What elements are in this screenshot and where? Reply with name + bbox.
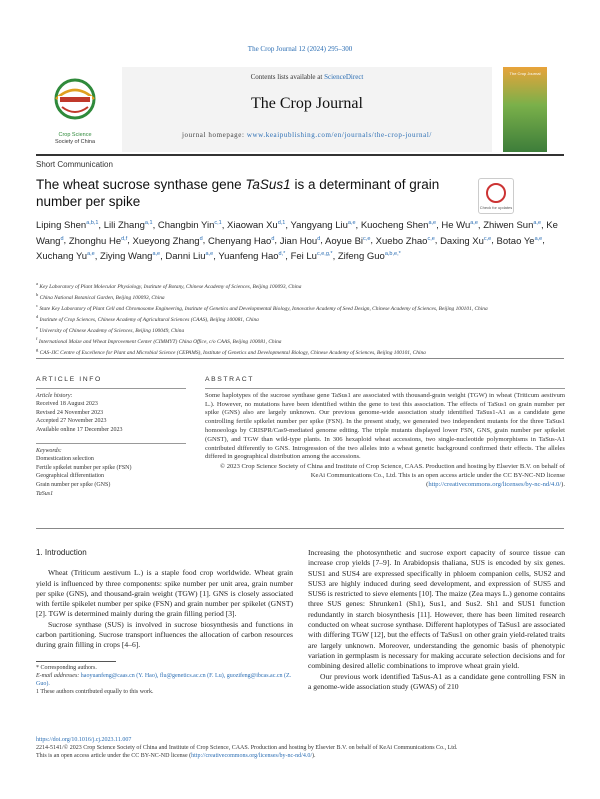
abstract-heading: ABSTRACT [205,376,255,383]
check-updates-label: Check for updates [479,205,513,210]
author-affiliation-marker[interactable]: a,e [470,220,478,226]
homepage-link[interactable]: www.keaipublishing.com/en/journals/the-crop-journal/ [246,131,432,139]
keyword-item: TaSus1 [36,490,54,497]
affiliation-text: University of Chinese Academy of Sciences, Beijing 100049, China [39,327,185,334]
author-affiliation-marker[interactable]: d [271,235,275,242]
author-name: Xueyong Zhang [132,235,200,247]
paragraph: Wheat (Triticum aestivum L.) is a staple food crop worldwide. Wheat grain yield is influenced by three components: spike number per unit area, grain number per spike (GNS), and thousand-grain weight (TGW) [1]. GNS is closely associated with fertile spikelet number per spike (FSN) and grain number per spikelet (GNST) [2]. TGW is determined mainly during the grain filling period [3]. [36,568,293,619]
author-name: Yuanfeng Hao [218,250,279,262]
author[interactable] [100,251,160,262]
affiliation [36,324,564,335]
article-info-heading: ARTICLE INFO [36,376,102,383]
author-name: Lili Zhang [103,220,145,232]
equal-contribution-note: 1 These authors contributed equally to this work. [36,689,154,695]
author[interactable] [338,251,401,262]
author[interactable] [208,236,274,247]
footer-license-link[interactable]: http://creativecommons.org/licenses/by-nc-nd/4.0/ [191,752,312,759]
author[interactable] [104,220,153,231]
body-right-column [308,548,565,692]
section-type: Short Communication [36,160,113,169]
author-name: Liping Shen [36,220,87,232]
page-footer [36,737,564,760]
affiliation [36,313,564,324]
journal-homepage [122,131,492,139]
footer-license-prefix: This is an open access article under the CC BY-NC-ND license ( [36,752,192,759]
article-info [36,376,186,498]
section-heading: 1. Introduction [36,548,87,557]
keyword-item: Grain number per spike (GNS) [36,481,111,488]
footer-license [36,753,564,761]
author-affiliation-marker[interactable]: a,e [87,250,95,257]
author-name: Ke Wang [36,220,558,247]
paragraph: Increasing the photosynthetic and sucrose export capacity of source tissue can increase crop yields [7–9]. In Arabidopsis thaliana, SUS is encoded by six genes. SUS1 and SUS4 are expressed specifically in phloem companion cells, SUS2 and SUS3 are highly induced during seed development, and expression of SUS5 and SUS6 is restricted to sieve elements [10]. The maize (Zea mays L.) genome contains three SUS genes: Shrunken1 (Sh1), Sus1, and Sus2. Sh1 and SUS1 function redundantly in starch biosynthesis [11]. However, there has been limited research conducted on wheat sucrose synthase. Different haplotypes of TaSus1 are associated with differing TGW [12], but the effects of TaSus1 on other grain yield-related traits are largely unknown. Moreover, understanding the genomic basis of phenotypic variation in germplasm is necessary for making accurate selection decisions and for combining desired allelic combinations to improve wheat grain yield. [308,548,565,671]
affiliation-marker: g [36,347,39,352]
affiliation [36,335,564,346]
author-affiliation-marker[interactable]: d [199,235,203,242]
author[interactable] [133,236,203,247]
footnote-rule [36,661,116,662]
info-rule [36,388,186,389]
author[interactable] [325,236,370,247]
cover-title: The Crop Journal [509,71,541,76]
author-name: Kuocheng Shen [360,220,429,232]
author-affiliation-marker[interactable]: a,1 [144,220,153,226]
author-name: Daxing Xu [440,235,484,247]
paragraph: Our previous work identified TaSus-A1 as a candidate gene controlling FSN in a genome-wide association study (GWAS) of 210 [308,671,565,691]
author-name: Changbin Yin [157,220,215,232]
article-title [36,176,456,210]
author-name: Chenyang Hao [207,235,272,247]
author[interactable] [497,236,543,247]
author-affiliation-marker[interactable]: c,e [483,235,492,242]
society-name-line1: Crop Science [58,132,92,138]
author-affiliation-marker[interactable]: d [60,235,64,242]
footer-copyright: 2214-5141/© 2023 Crop Science Society of China and Institute of Crop Science, CAAS. Production and hosting by Elsevier B.V. on behalf of KeAi Communications Co., Ltd. [36,744,458,751]
author-name: Xuebo Zhao [375,235,428,247]
author-name: Xuchang Yu [36,250,88,262]
affiliation-marker: b [36,292,39,297]
footer-license-suffix: ). [312,752,316,759]
affiliation-text: Key Laboratory of Plant Molecular Physiology, Institute of Botany, Chinese Academy of Sciences, Beijing 100093, China [39,283,302,290]
email-label: E-mail addresses: [36,673,81,679]
affiliation-marker: e [36,325,38,330]
author-affiliation-marker[interactable]: a,e [428,220,437,226]
affiliation-text: International Maize and Wheat Improvement Center (CIMMYT) China Office, c/o CAAS, Beijing 100081, China [38,338,282,345]
keyword-item: Domestication selection [36,456,94,463]
author-affiliation-marker[interactable]: a,e [347,220,356,226]
author-name: Xiaowan Xu [227,220,278,232]
affiliation-divider [36,358,564,359]
keyword-item: Fertile spikelet number per spike (FSN) [36,464,132,471]
author-name: Jian Hou [279,235,318,247]
affiliation-marker: f [36,336,38,341]
author-name: Aoyue Bi [325,235,364,247]
society-name-line2: Society of China [54,138,96,145]
affiliation-marker: d [36,314,39,319]
email-note [36,672,293,688]
title-part2: is a determinant of grain number per spike [36,177,440,209]
author-name: Botao Ye [496,235,535,247]
author-name: Fei Lu [290,250,317,262]
keyword-item: Geographical differentiation [36,473,105,480]
author[interactable] [69,236,127,247]
paragraph: Sucrose synthase (SUS) is involved in sucrose biosynthesis and functions in carbon partitioning. Sucrose transport influences the allocation of carbon resources during grain filling in crops [4–6]. [36,619,293,650]
author-affiliation-marker[interactable]: c,e [363,235,371,242]
author-list: Liping Shen$^{a,b,1}$, Lili Zhang$^{a,1}$, Changbin Yin$^{c,1}$, Xiaowan Xu$^{d,1}$, Yangyang Liu$^{a,e}$, Kuocheng Shen$^{a,e}$, He Wu$^{a,e}$, Zhiwen Sun$^{a,e}$, Ke Wang$^d$, Zhonghu He$^{d,f}$, Xueyong Zhang$^d$, Chenyang Hao$^d$, Jian Hou$^d$, Aoyue Bi$^{c,e}$, Xuebo Zhao$^{c,e}$, Daxing Xu$^{c,e}$, Botao Ye$^{a,e}$, Xuchang Yu$^{a,e}$, Ziying Wang$^{a,e}$, Danni Liu$^{a,e}$, Yuanfeng Hao$^{d,*}$, Fei $Lu^{c,e,g,*}$, Zifeng Guo$^{a,b,e,*}$ [36,220,558,262]
author-affiliation-marker[interactable]: a,e [534,235,543,242]
author-name: He Wu [441,220,471,232]
author-affiliation-marker[interactable]: d,f [121,235,128,242]
sciencedirect-link[interactable]: ScienceDirect [324,73,364,81]
check-updates-button[interactable] [478,178,514,214]
author[interactable] [218,251,285,262]
author[interactable] [36,220,98,231]
author-name: Zhonghu He [68,235,122,247]
affiliation-text: China National Botanical Garden, Beijing 100093, China [39,294,165,301]
author-affiliation-marker[interactable]: d,1 [277,220,286,226]
author[interactable] [290,220,355,231]
affiliation-text: State Key Laboratory of Plant Cell and Chromosome Engineering, Institute of Genetics and Developmental Biology, Innovative Academy of Seed Design, Chinese Academy of Sciences, Beijing 100101, China [39,305,488,312]
journal-cover[interactable] [503,67,547,152]
author-name: Zhiwen Sun [483,220,534,232]
homepage-prefix: journal homepage: [182,131,247,139]
footnotes [36,664,293,696]
affiliation [36,280,564,291]
contents-prefix: Contents lists available at [250,73,325,81]
author-affiliation-marker[interactable]: c,e,g,* [316,250,333,257]
keywords-label: Keywords: [36,447,62,454]
author[interactable] [441,220,478,231]
email-links[interactable]: haoyuanfeng@caas.cn (Y. Hao), flu@genetics.ac.cn (F. Lu), guozifeng@ibcas.ac.cn (Z. Guo). [36,673,292,687]
author-name: Danni Liu [165,250,206,262]
abstract [205,376,565,490]
author-affiliation-marker[interactable]: c,1 [214,220,222,226]
society-logo-icon [44,77,106,125]
title-part1: The wheat sucrose synthase gene [36,177,246,192]
abstract-rule [205,388,565,389]
author-affiliation-marker[interactable]: a,e [533,220,542,226]
author[interactable] [280,236,321,247]
author[interactable] [376,236,435,247]
affiliation-list [36,280,564,357]
history-item: Received 18 August 2023 [36,401,98,408]
author-name: Zifeng Guo [337,250,385,262]
author[interactable] [291,251,333,262]
author[interactable] [165,251,213,262]
contents-line [122,73,492,81]
author-affiliation-marker[interactable]: a,b,1 [86,220,99,226]
header-divider [36,154,564,156]
abstract-text: Some haplotypes of the sucrose synthase gene TaSus1 are associated with thousand-grain weight (TGW) in wheat (Triticum aestivum L.). However, no mutations have been identified within the gene to test this association. The effects of TaSus1 on grain number per spike (GNS) also are largely unknown. Our previous genome-wide association study identified TaSus1-A1 as a candidate gene controlling fertile spikelet number per spike (FSN). In the present study, we generated two independent mutants for the three TaSus1 homoeologs by CRISPR/Cas9-mediated genome editing. The triple mutants displayed lower FSN, GNS, grain number per spikelet (GNST), and TGW than wild-type plants. In 306 hexaploid wheat accessions, two single-nucleotide polymorphisms in TaSus-A1 contributed differently to GNS. Introgression of the two alleles into a wheat genetic background confirmed their effects. The alleles differed in geographical distribution among the accessions. [205,391,565,461]
license-link[interactable]: http://creativecommons.org/licenses/by-nc-nd/4.0/ [428,480,562,488]
affiliation [36,346,564,357]
history-item: Available online 17 December 2023 [36,426,123,433]
author-affiliation-marker[interactable]: c,e [427,235,435,242]
author[interactable] [36,251,95,262]
doi-link[interactable]: https://doi.org/10.1016/j.cj.2023.11.007 [36,737,132,743]
affiliation [36,302,564,313]
journal-reference[interactable]: The Crop Journal 12 (2024) 295–300 [247,45,353,53]
affiliation-text: CAS-JIC Centre of Excellence for Plant and Microbial Science (CEPAMS), Institute of Genetics and Developmental Biology, Chinese Academy of Sciences, Beijing 100101, China [39,349,426,356]
author-affiliation-marker[interactable]: a,e [205,250,214,257]
abstract-copyright [205,463,565,489]
affiliation-text: Institute of Crop Sciences, Chinese Academy of Agricultural Sciences (CAAS), Beijing 100081, China [39,316,259,323]
society-logo [44,77,106,147]
affiliation-marker: a [36,281,38,286]
check-updates-icon [486,183,506,203]
author-affiliation-marker[interactable]: a,b,e,* [384,250,401,257]
title-gene: TaSus1 [245,177,291,192]
abstract-divider [36,528,564,529]
affiliation-marker: c [36,303,38,308]
info-rule [36,443,186,444]
journal-name: The Crop Journal [251,95,363,112]
history-item: Accepted 27 November 2023 [36,418,107,425]
author-affiliation-marker[interactable]: d,* [278,250,286,257]
body-left-column [36,548,293,651]
author[interactable] [227,220,285,231]
copyright-suffix: ). [561,480,565,488]
author[interactable] [483,220,541,231]
author-name: Ziying Wang [100,250,153,262]
history-label: Article history: [36,392,73,399]
author-name: Yangyang Liu [290,220,348,232]
author-affiliation-marker[interactable]: a,e [152,250,161,257]
author[interactable] [158,220,222,231]
journal-header [36,67,496,152]
author-affiliation-marker[interactable]: d [317,235,321,242]
affiliation [36,291,564,302]
copyright-text: © 2023 Crop Science Society of China and Institute of Crop Science, CAAS. Production and hosting by Elsevier B.V. on behalf of KeAi Communications Co., Ltd. This is an open access article under the CC BY-NC-ND license ( [220,463,565,488]
history-item: Revised 24 November 2023 [36,409,104,416]
corresponding-note: * Corresponding authors. [36,665,97,671]
author[interactable] [440,236,491,247]
author[interactable] [361,220,436,231]
